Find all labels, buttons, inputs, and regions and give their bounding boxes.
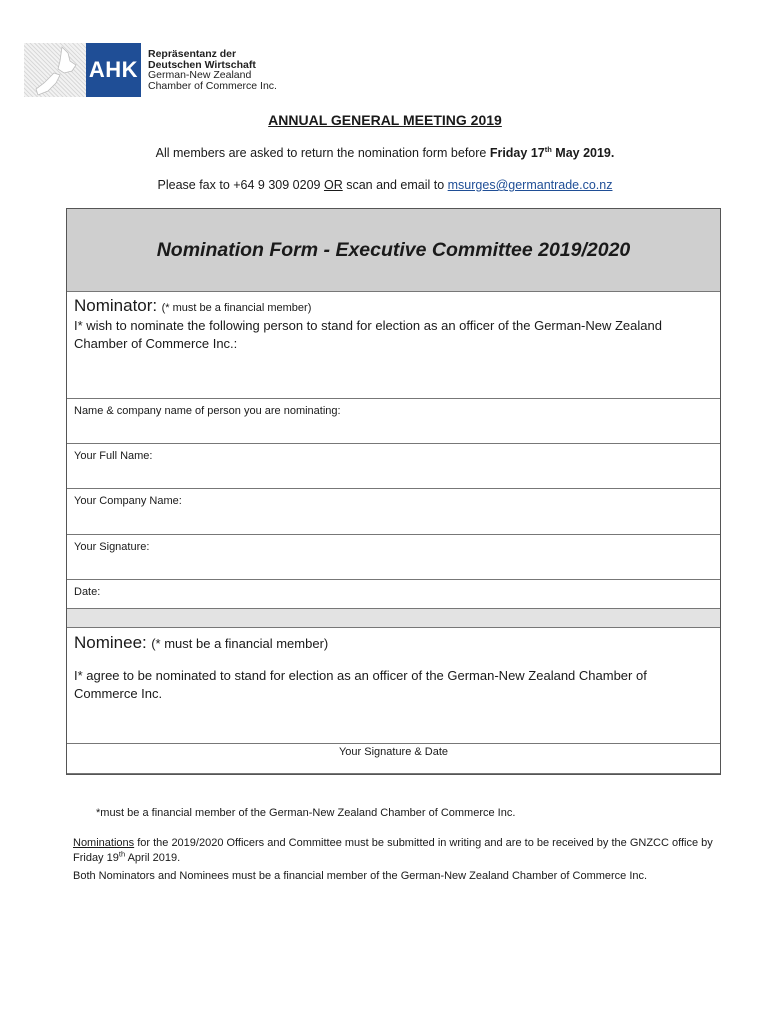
nominator-section (67, 292, 720, 399)
email-link[interactable]: msurges@germantrade.co.nz (447, 178, 613, 192)
both-members-note: Both Nominators and Nominees must be a financial member of the German-New Zealand Chamber of Commerce Inc. (73, 870, 648, 882)
intro-prefix: All members are asked to return the nomination form before (155, 146, 490, 160)
nominations-text: for the 2019/2020 Officers and Committee must be submitted in writing and are to be received by the GNZCC office by Friday 19 (73, 837, 713, 864)
logo-line-4: Chamber of Commerce Inc. (148, 79, 277, 92)
date-field[interactable] (67, 580, 720, 609)
section-divider (67, 609, 720, 628)
intro-line (0, 146, 770, 160)
nominee-text: I* agree to be nominated to stand for election as an officer of the German-New Zealand Chamber of Commerce Inc. (74, 668, 647, 701)
footnote-financial-member: *must be a financial member of the German-New Zealand Chamber of Commerce Inc. (96, 807, 516, 819)
date-label: Date: (74, 586, 101, 598)
nominator-text: I* wish to nominate the following person to stand for election as an officer of the German-New Zealand Chamber of Commerce Inc.: (74, 318, 662, 351)
full-name-field[interactable] (67, 444, 720, 489)
nominee-name-field[interactable] (67, 399, 720, 444)
intro-day: Friday 17 (489, 146, 545, 160)
ahk-brand-box: AHK (86, 43, 141, 97)
fax-prefix: Please fax to +64 9 309 0209 (157, 178, 324, 192)
signature-date-field[interactable] (67, 744, 720, 774)
nominations-deadline (73, 836, 713, 866)
company-name-field[interactable] (67, 489, 720, 535)
nominee-label: Nominee: (74, 633, 147, 652)
fax-middle: scan and email to (342, 178, 448, 192)
company-name-label: Your Company Name: (74, 495, 182, 507)
signature-label: Your Signature: (74, 541, 150, 553)
intro-suffix: May 2019. (551, 146, 615, 160)
nominator-note: (* must be a financial member) (161, 302, 312, 314)
ahk-logo (24, 43, 324, 97)
nominee-section (67, 628, 720, 744)
logo-caption (148, 49, 277, 91)
logo-line-3: German-New Zealand (148, 69, 252, 81)
fax-or: OR (323, 178, 343, 192)
intro-sup: th (544, 144, 552, 154)
logo-line-1: Repräsentanz der (148, 48, 237, 60)
nominee-name-label: Name & company name of person you are nominating: (74, 405, 341, 417)
nominator-label: Nominator: (74, 296, 158, 315)
new-zealand-map-icon (24, 43, 86, 97)
logo-line-2: Deutschen Wirtschaft (148, 58, 256, 71)
signature-date-label: Your Signature & Date (338, 746, 449, 758)
form-title-row (67, 209, 720, 292)
signature-field[interactable] (67, 535, 720, 580)
meeting-title: ANNUAL GENERAL MEETING 2019 (268, 112, 502, 128)
nominations-word: Nominations (73, 837, 135, 849)
fax-line (0, 178, 770, 192)
nomination-form (66, 208, 721, 775)
form-title: Nomination Form - Executive Committee 2019/2020 (156, 238, 631, 261)
nominations-end: April 2019. (125, 852, 181, 864)
nominations-sup: th (118, 849, 126, 859)
nominee-note: (* must be a financial member) (151, 636, 329, 651)
full-name-label: Your Full Name: (74, 450, 153, 462)
